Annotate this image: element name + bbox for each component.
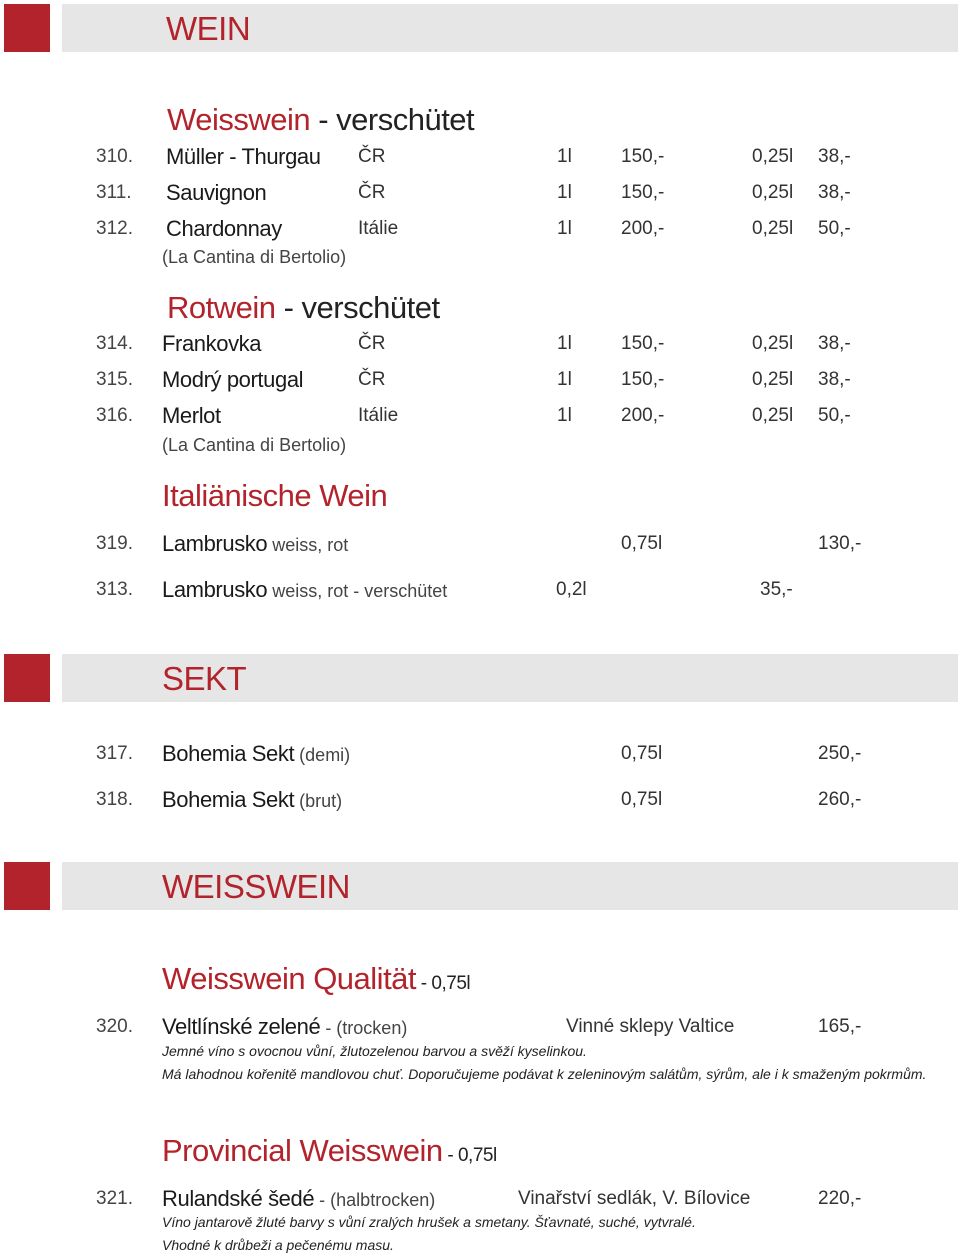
item-number: 311.: [96, 182, 132, 203]
item-price: 150,-: [621, 182, 665, 203]
item-volume-small: 0,25l: [752, 369, 794, 390]
item-note: (La Cantina di Bertolio): [162, 247, 347, 267]
item-price-small: 38,-: [818, 182, 851, 203]
subheading-italien: [162, 479, 387, 513]
menu-item-312: [0, 218, 960, 242]
item-price: 200,-: [621, 218, 665, 239]
subheading-title: Italiänische Wein: [162, 478, 388, 513]
item-number: 321.: [96, 1188, 133, 1209]
item-origin: ČR: [358, 333, 386, 354]
menu-item-321: [0, 1188, 960, 1212]
item-origin: ČR: [358, 369, 386, 390]
item-volume: 1l: [557, 146, 572, 167]
section-title: WEISSWEIN: [162, 868, 351, 905]
item-name: Sauvignon: [166, 180, 267, 205]
item-volume: 1l: [557, 405, 572, 426]
item-number: 318.: [96, 789, 133, 810]
item-origin: ČR: [358, 146, 386, 167]
section-header-weisswein: [0, 862, 960, 910]
menu-item-316: [0, 405, 960, 429]
menu-item-319: [0, 533, 960, 557]
item-origin: Itálie: [358, 405, 399, 426]
section-title: SEKT: [162, 660, 247, 697]
item-description: Jemné víno s ovocnou vůní, žlutozelenou barvou a svěží kyselinkou.: [162, 1043, 587, 1059]
accent-square: [4, 4, 50, 52]
item-price-small: 38,-: [818, 333, 851, 354]
menu-item-313: [0, 579, 960, 603]
subheading-suffix: - 0,75l: [442, 1145, 497, 1166]
menu-item-314: [0, 333, 960, 357]
item-volume: 1l: [557, 369, 572, 390]
item-name: Veltlínské zelené: [162, 1014, 321, 1039]
item-detail: - (trocken): [320, 1018, 408, 1038]
item-origin: ČR: [358, 182, 386, 203]
item-volume-small: 0,25l: [752, 405, 794, 426]
item-volume-small: 0,25l: [752, 333, 794, 354]
item-producer: Vinné sklepy Valtice: [566, 1016, 735, 1037]
item-volume: 1l: [557, 182, 572, 203]
item-price: 260,-: [818, 789, 862, 810]
menu-item-311: [0, 182, 960, 206]
item-name: Bohemia Sekt: [162, 741, 295, 766]
item-description: Víno jantarově žluté barvy s vůní zralých hrušek a smetany. Šťavnaté, suché, vytvralé.: [162, 1214, 696, 1230]
subheading-weisswein-offen: [167, 103, 474, 137]
item-detail: (brut): [294, 791, 343, 811]
item-price: 150,-: [621, 333, 665, 354]
item-number: 316.: [96, 405, 133, 426]
item-name: Rulandské šedé: [162, 1186, 315, 1211]
item-price: 150,-: [621, 369, 665, 390]
accent-square: [4, 654, 50, 702]
subheading-title: Weisswein Qualität: [162, 961, 417, 996]
item-name: Chardonnay: [166, 216, 282, 241]
subheading-suffix: - verschütet: [275, 290, 440, 325]
menu-item-320: [0, 1016, 960, 1040]
item-name: Müller - Thurgau: [166, 144, 321, 169]
item-description: Vhodné k drůbeži a pečenému masu.: [162, 1237, 394, 1253]
item-number: 310.: [96, 146, 133, 167]
item-name: Lambrusko: [162, 577, 268, 602]
item-detail: - (halbtrocken): [314, 1190, 436, 1210]
subheading-title: Weisswein: [167, 102, 311, 137]
item-volume-small: 0,25l: [752, 182, 794, 203]
item-description: Má lahodnou kořenitě mandlovou chuť. Doporučujeme podávat k zeleninovým salátům, sýrům, ale i k smaženým pokrmům.: [162, 1066, 927, 1082]
item-volume: 0,75l: [621, 533, 663, 554]
item-origin: Itálie: [358, 218, 399, 239]
item-price-small: 38,-: [818, 369, 851, 390]
subheading-qualitaet: [162, 962, 470, 1001]
item-price: 165,-: [818, 1016, 862, 1037]
item-number: 312.: [96, 218, 133, 239]
item-volume: 1l: [557, 218, 572, 239]
item-price: 220,-: [818, 1188, 862, 1209]
item-name: Frankovka: [162, 331, 262, 356]
subheading-title: Provincial Weisswein: [162, 1133, 443, 1168]
section-header-sekt: [0, 654, 960, 702]
subheading-title: Rotwein: [167, 290, 276, 325]
section-title: WEIN: [166, 10, 251, 47]
item-price: 250,-: [818, 743, 862, 764]
item-producer: Vinařství sedlák, V. Bílovice: [518, 1188, 751, 1209]
menu-item-310: [0, 146, 960, 170]
item-number: 320.: [96, 1016, 133, 1037]
item-detail: weiss, rot: [267, 535, 349, 555]
item-name: Modrý portugal: [162, 367, 304, 392]
item-note: (La Cantina di Bertolio): [162, 435, 347, 455]
menu-item-318: [0, 789, 960, 813]
item-volume-small: 0,25l: [752, 146, 794, 167]
item-number: 319.: [96, 533, 133, 554]
item-price-small: 50,-: [818, 218, 851, 239]
item-price-small: 38,-: [818, 146, 851, 167]
item-price: 130,-: [818, 533, 862, 554]
accent-square: [4, 862, 50, 910]
menu-item-315: [0, 369, 960, 393]
item-volume: 0,75l: [621, 743, 663, 764]
item-number: 314.: [96, 333, 133, 354]
item-detail: weiss, rot - verschütet: [267, 581, 448, 601]
item-detail: (demi): [294, 745, 351, 765]
item-number: 313.: [96, 579, 133, 600]
item-price: 35,-: [760, 579, 793, 600]
item-volume: 0,2l: [556, 579, 587, 600]
item-name: Lambrusko: [162, 531, 268, 556]
item-price: 150,-: [621, 146, 665, 167]
subheading-suffix: - 0,75l: [416, 973, 471, 994]
item-price-small: 50,-: [818, 405, 851, 426]
item-number: 317.: [96, 743, 133, 764]
item-name: Merlot: [162, 403, 221, 428]
item-price: 200,-: [621, 405, 665, 426]
item-volume: 1l: [557, 333, 572, 354]
subheading-provincial: [162, 1134, 497, 1173]
section-header-wein: [0, 4, 960, 52]
subheading-rotwein-offen: [167, 291, 440, 325]
menu-item-317: [0, 743, 960, 767]
item-volume: 0,75l: [621, 789, 663, 810]
item-name: Bohemia Sekt: [162, 787, 295, 812]
subheading-suffix: - verschütet: [310, 102, 475, 137]
item-number: 315.: [96, 369, 133, 390]
item-volume-small: 0,25l: [752, 218, 794, 239]
